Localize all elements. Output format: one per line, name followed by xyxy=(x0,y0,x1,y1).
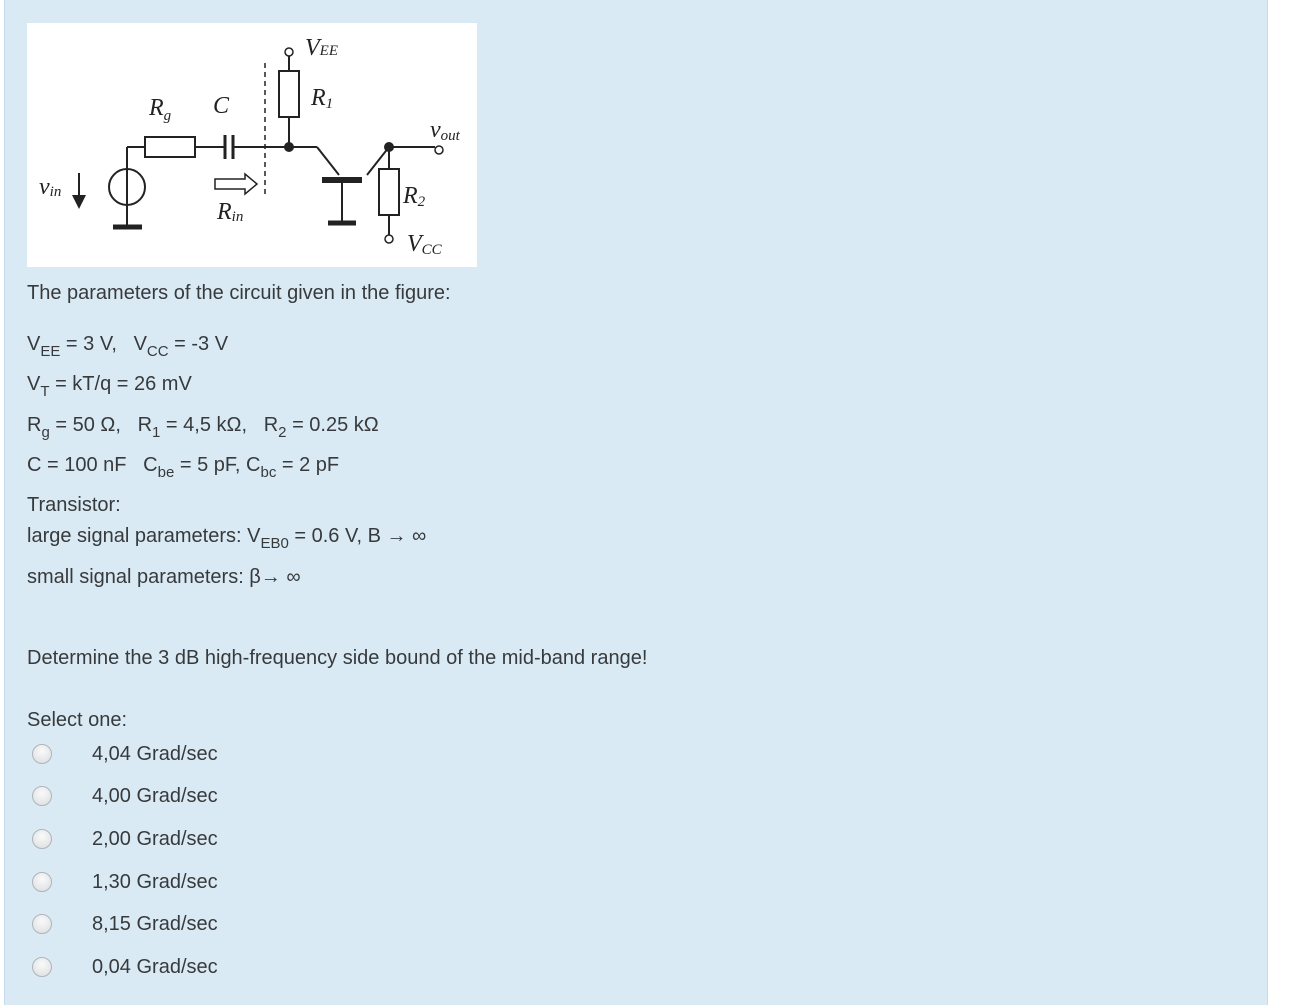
select-one-label: Select one: xyxy=(27,709,128,731)
label-vout: vout xyxy=(430,117,460,144)
radio-button[interactable] xyxy=(32,744,52,764)
circuit-diagram xyxy=(27,23,477,267)
label-r2: R2 xyxy=(403,183,426,210)
label-c: C xyxy=(213,93,230,119)
small-signal-params: small signal parameters: β→ ∞ xyxy=(27,566,301,588)
question-intro: The parameters of the circuit given in the figure: xyxy=(27,282,451,304)
question-prompt: Determine the 3 dB high-frequency side bound of the mid-band range! xyxy=(27,647,648,669)
param-line-thermal-voltage: $V_T = kT/q = 26$ mV xyxy=(27,373,192,400)
answer-option-label: 0,04 Grad/sec xyxy=(92,956,218,978)
label-vcc: VCC xyxy=(407,231,442,258)
circuit-figure xyxy=(27,23,477,267)
answer-option[interactable] xyxy=(32,911,218,937)
param-line-voltages: $V_{EE} = 3$ V, $V_{CC} = -3$ V xyxy=(27,333,229,360)
answer-option-label: 4,04 Grad/sec xyxy=(92,743,218,765)
radio-button[interactable] xyxy=(32,957,52,977)
label-r1: R1 xyxy=(311,85,334,112)
param-line-capacitors: C = 100 nF $C_{be} = 5$ pF, $C_{bc} = 2$ pF xyxy=(27,454,340,481)
answer-option-label: 4,00 Grad/sec xyxy=(92,785,218,807)
transistor-heading: Transistor: xyxy=(27,494,121,516)
answer-option[interactable] xyxy=(32,741,218,767)
label-vee: VEE xyxy=(305,35,338,61)
answer-option[interactable] xyxy=(32,783,218,809)
answer-option[interactable] xyxy=(32,869,218,895)
radio-button[interactable] xyxy=(32,914,52,934)
answer-option-label: 2,00 Grad/sec xyxy=(92,828,218,850)
label-rin: Rin xyxy=(217,199,244,225)
param-line-resistors: $R_g = 50$ Ω, $R_1 = 4,5$ kΩ, $R_2 = 0.25$ kΩ xyxy=(27,414,379,441)
radio-button[interactable] xyxy=(32,786,52,806)
label-rg: $R_g$ xyxy=(149,95,172,124)
answer-option-label: 1,30 Grad/sec xyxy=(92,871,218,893)
large-signal-params: large signal parameters: $V_{EB0} = 0.6$ V, B → ∞ xyxy=(27,525,427,552)
radio-button[interactable] xyxy=(32,829,52,849)
answer-option-label: 8,15 Grad/sec xyxy=(92,913,218,935)
answer-option[interactable] xyxy=(32,826,218,852)
answer-option[interactable] xyxy=(32,954,218,980)
label-vin: vin xyxy=(39,174,62,200)
radio-button[interactable] xyxy=(32,872,52,892)
